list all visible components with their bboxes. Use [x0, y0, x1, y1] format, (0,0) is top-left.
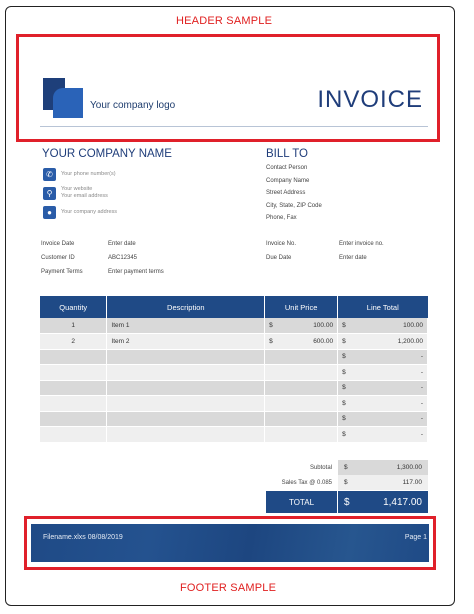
description-cell[interactable] [107, 427, 265, 443]
bill-to-line: Contact Person [266, 165, 308, 171]
header-divider [40, 126, 428, 127]
unit-price-value: 600.00 [313, 337, 334, 345]
line-total-cell [338, 365, 428, 381]
description-cell[interactable] [107, 396, 265, 412]
column-header-unit-price: Unit Price [265, 296, 338, 318]
line-total-cell [338, 318, 428, 334]
line-total-cell [338, 334, 428, 350]
table-row [40, 349, 428, 365]
description-cell[interactable] [107, 365, 265, 381]
bill-to-line: City, State, ZIP Code [266, 202, 322, 209]
quantity-cell[interactable]: 2 [40, 334, 107, 350]
contact-web [43, 186, 108, 200]
currency-symbol: $ [269, 337, 273, 345]
line-total-value: - [420, 368, 423, 376]
description-cell[interactable] [107, 380, 265, 396]
line-total-value: - [420, 384, 423, 392]
bill-to-details [266, 165, 322, 228]
quantity-cell[interactable] [40, 427, 107, 443]
currency-symbol: $ [344, 479, 348, 486]
currency-symbol: $ [342, 399, 346, 407]
footer-sample-label: FOOTER SAMPLE [180, 582, 277, 594]
customer-id-label: Customer ID [41, 255, 75, 261]
unit-price-cell[interactable] [265, 365, 338, 381]
line-total-cell [338, 396, 428, 412]
table-row [40, 380, 428, 396]
footer-page-number: Page 1 [404, 534, 427, 541]
unit-price-cell[interactable] [265, 349, 338, 365]
footer-filename: Filename.xlxs 08/08/2019 [43, 534, 123, 541]
address-text: Your company address [61, 209, 118, 215]
currency-symbol: $ [342, 337, 346, 345]
description-cell[interactable]: Item 1 [107, 318, 265, 334]
line-total-value: 100.00 [403, 322, 423, 329]
unit-price-cell[interactable] [265, 334, 338, 350]
currency-symbol: $ [342, 384, 346, 392]
bill-to-heading: BILL TO [266, 148, 308, 160]
invoice-title: INVOICE [317, 86, 423, 113]
company-logo [43, 78, 83, 118]
company-name: YOUR COMPANY NAME [42, 148, 172, 160]
table-row [40, 365, 428, 381]
line-items-table [40, 296, 428, 443]
line-total-cell [338, 349, 428, 365]
payment-terms-label: Payment Terms [41, 269, 83, 275]
quantity-cell[interactable] [40, 380, 107, 396]
sales-tax-value: 117.00 [402, 479, 422, 486]
table-row [40, 396, 428, 412]
unit-price-cell[interactable] [265, 427, 338, 443]
bill-to-line: Company Name [266, 177, 310, 184]
unit-price-value: 100.00 [313, 322, 334, 329]
header-sample-label: HEADER SAMPLE [176, 15, 273, 27]
phone-text: Your phone number(s) [61, 171, 116, 177]
location-pin-icon: ● [43, 206, 56, 219]
quantity-cell[interactable] [40, 396, 107, 412]
quantity-cell[interactable] [40, 411, 107, 427]
bill-to-line: Street Address [266, 190, 306, 196]
invoice-no-value[interactable]: Enter invoice no. [339, 241, 384, 247]
website-text: Your website [61, 186, 93, 192]
search-icon: ⚲ [43, 187, 56, 200]
currency-symbol: $ [342, 353, 346, 361]
unit-price-cell[interactable] [265, 380, 338, 396]
currency-symbol: $ [344, 464, 348, 471]
contact-address [43, 206, 117, 219]
quantity-cell[interactable]: 1 [40, 318, 107, 334]
currency-symbol: $ [342, 415, 346, 423]
currency-symbol: $ [342, 430, 346, 438]
footer-highlight-box [24, 516, 436, 570]
invoice-no-label: Invoice No. [266, 241, 297, 247]
subtotal-label: Subtotal [309, 465, 332, 471]
table-row [40, 318, 428, 334]
quantity-cell[interactable] [40, 349, 107, 365]
table-header-row [40, 296, 428, 318]
bill-to-line: Phone, Fax [266, 215, 297, 221]
logo-placeholder-text: Your company logo [90, 100, 176, 111]
column-header-line-total: Line Total [338, 296, 428, 318]
sales-tax-value-cell [338, 475, 428, 490]
currency-symbol: $ [342, 322, 346, 329]
column-header-description: Description [107, 296, 265, 318]
description-cell[interactable] [107, 411, 265, 427]
total-value: 1,417.00 [383, 496, 422, 508]
line-total-cell [338, 411, 428, 427]
contact-phone [43, 168, 116, 181]
line-total-value: - [420, 353, 423, 361]
line-total-value: - [420, 399, 423, 407]
email-text: Your email address [61, 193, 108, 199]
line-total-cell [338, 380, 428, 396]
line-total-value: - [420, 415, 423, 423]
due-date-value[interactable]: Enter date [339, 255, 367, 261]
currency-symbol: $ [344, 496, 350, 508]
subtotal-value-cell [338, 460, 428, 475]
sales-tax-label: Sales Tax @ 0.085 [281, 480, 332, 486]
unit-price-cell[interactable] [265, 318, 338, 334]
line-total-value: - [420, 430, 423, 438]
invoice-date-value[interactable]: Enter date [108, 241, 136, 247]
unit-price-cell[interactable] [265, 411, 338, 427]
total-label: TOTAL [266, 491, 337, 513]
currency-symbol: $ [269, 322, 273, 329]
table-row [40, 427, 428, 443]
due-date-label: Due Date [266, 255, 292, 261]
line-total-value: 1,200.00 [397, 337, 423, 345]
table-row [40, 411, 428, 427]
unit-price-cell[interactable] [265, 396, 338, 412]
table-row [40, 334, 428, 350]
customer-id-value[interactable]: ABC12345 [108, 255, 138, 261]
description-cell[interactable]: Item 2 [107, 334, 265, 350]
currency-symbol: $ [342, 368, 346, 376]
line-total-cell [338, 427, 428, 443]
quantity-cell[interactable] [40, 365, 107, 381]
payment-terms-value[interactable]: Enter payment terms [108, 269, 164, 275]
subtotal-value: 1,300.00 [396, 464, 422, 471]
description-cell[interactable] [107, 349, 265, 365]
phone-icon: ✆ [43, 168, 56, 181]
invoice-date-label: Invoice Date [41, 241, 75, 247]
total-value-cell [338, 491, 428, 513]
column-header-quantity: Quantity [40, 296, 107, 318]
